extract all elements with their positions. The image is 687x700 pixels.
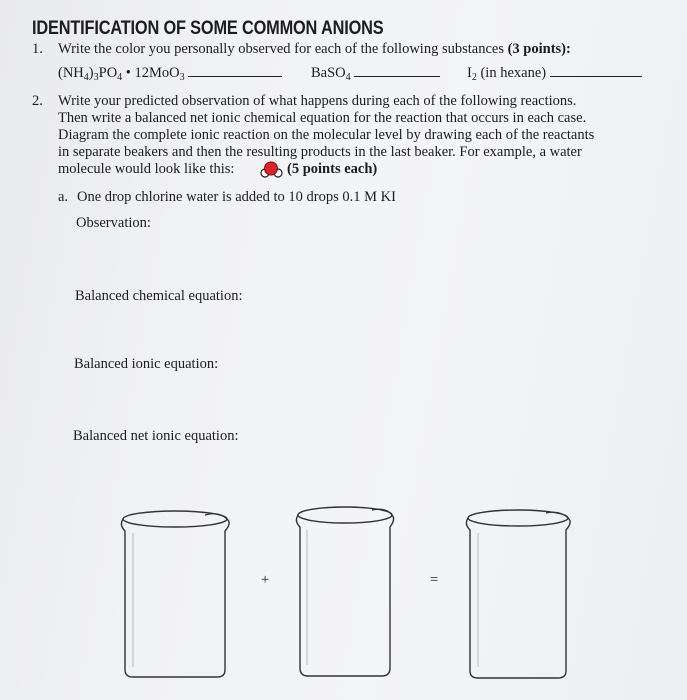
question-2-line-3: Diagram the complete ionic reaction on the molecular level by drawing each of the reactants	[58, 127, 595, 143]
equals-sign: =	[430, 572, 439, 588]
question-1-prompt: Write the color you personally observed for each of the following substances	[58, 41, 504, 57]
substance-1: $(NH_4)_3PO_4$ • 12MoO$_3$	[58, 65, 282, 82]
balanced-ionic-equation-label: Balanced ionic equation:	[74, 356, 219, 372]
plus-sign: +	[261, 572, 270, 588]
question-2-line-5: molecule would look like this:	[58, 161, 235, 177]
question-2-points: (5 points each)	[287, 161, 378, 177]
question-1-number: 1.	[32, 41, 43, 57]
substance-3: $I_2$ (in hexane)	[467, 65, 642, 82]
balanced-chemical-equation-label: Balanced chemical equation:	[75, 288, 243, 304]
product-beaker[interactable]	[460, 503, 580, 685]
question-1-points: (3 points):	[507, 41, 571, 57]
part-a-prompt: One drop chlorine water is added to 10 drops 0.1 M KI	[77, 189, 396, 205]
question-2-line-2: Then write a balanced net ionic chemical equation for the reaction that occurs in each case.	[58, 110, 587, 126]
question-2-line-1: Write your predicted observation of what happens during each of the following reactions.	[58, 93, 577, 109]
balanced-net-ionic-equation-label: Balanced net ionic equation:	[73, 428, 239, 444]
part-a-letter: a.	[58, 189, 69, 205]
substance-3-answer-blank[interactable]	[550, 75, 642, 77]
observation-label: Observation:	[76, 215, 151, 231]
page-title: IDENTIFICATION OF SOME COMMON ANIONS	[32, 18, 384, 39]
reactant-beaker-2[interactable]	[290, 500, 400, 685]
water-molecule-icon	[256, 160, 286, 180]
question-2-number: 2.	[32, 93, 43, 109]
substance-2-answer-blank[interactable]	[354, 75, 440, 77]
substance-2: BaSO$_4$	[311, 65, 440, 82]
reactant-beaker-1[interactable]	[115, 505, 235, 685]
question-1-text	[58, 41, 571, 58]
question-2-line-4: in separate beakers and then the resulting products in the last beaker. For example, a water	[58, 144, 582, 160]
substance-1-answer-blank[interactable]	[188, 75, 282, 77]
